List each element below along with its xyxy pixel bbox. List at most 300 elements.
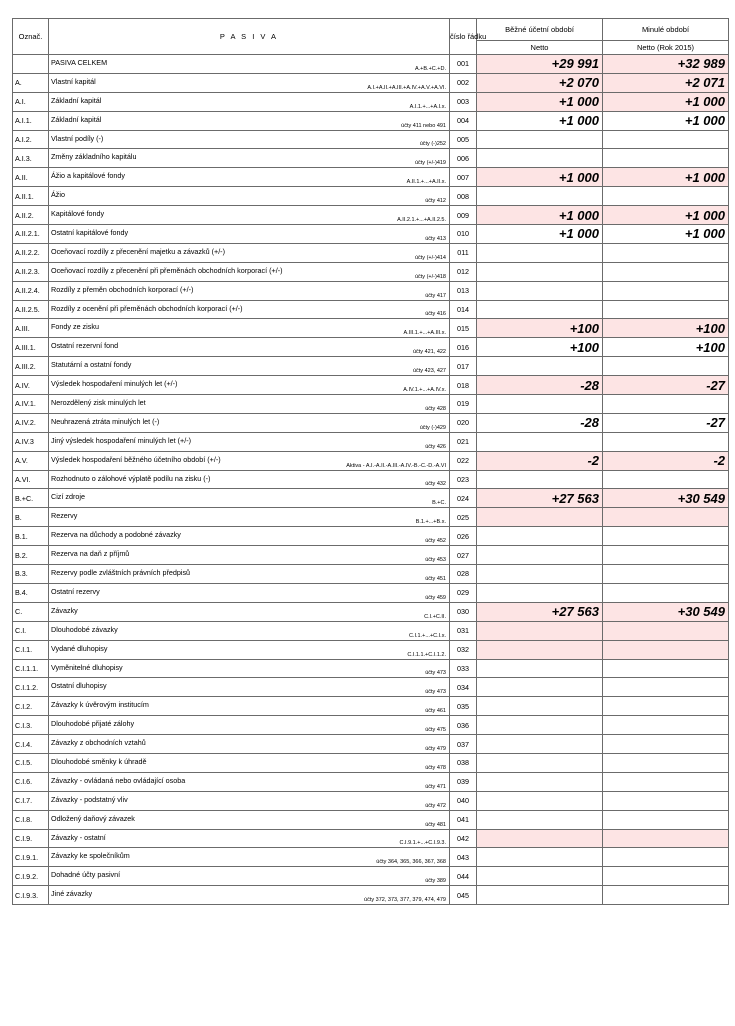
row-previous-value: +30 549 — [603, 489, 729, 508]
row-previous-value — [603, 886, 729, 905]
table-row — [13, 206, 729, 225]
table-row — [13, 243, 729, 262]
row-number: 017 — [450, 357, 477, 376]
row-name: Dlouhodobé přijaté zálohy — [51, 719, 135, 729]
row-formula: účty 452 — [425, 538, 446, 545]
row-code: A.II.2.4. — [13, 281, 49, 300]
row-code: C.I.1. — [13, 640, 49, 659]
row-number: 038 — [450, 753, 477, 772]
row-name-cell — [49, 697, 450, 716]
row-name: Statutární a ostatní fondy — [51, 360, 132, 370]
table-row — [13, 376, 729, 395]
table-row — [13, 565, 729, 584]
row-name-cell — [49, 168, 450, 187]
row-number: 030 — [450, 602, 477, 621]
row-name: Závazky k úvěrovým institucím — [51, 700, 149, 710]
row-code: B.+C. — [13, 489, 49, 508]
table-row — [13, 640, 729, 659]
row-name: Ostatní dluhopisy — [51, 681, 107, 691]
row-formula: účty 459 — [425, 594, 446, 601]
table-row — [13, 848, 729, 867]
row-name: Závazky z obchodních vztahů — [51, 738, 146, 748]
balance-sheet-liabilities — [12, 18, 725, 905]
row-name-cell — [49, 583, 450, 602]
table-row — [13, 527, 729, 546]
row-previous-value: +1 000 — [603, 92, 729, 111]
row-current-value — [477, 735, 603, 754]
row-formula: C.I.1.1.+C.I.1.2. — [407, 651, 446, 658]
row-name-cell — [49, 149, 450, 168]
row-code: C.I.8. — [13, 810, 49, 829]
table-row — [13, 130, 729, 149]
table-row — [13, 357, 729, 376]
header-row-number: číslo řádku — [450, 19, 477, 55]
row-name: Závazky - podstatný vliv — [51, 794, 128, 804]
row-current-value — [477, 716, 603, 735]
row-previous-value: -27 — [603, 376, 729, 395]
row-number: 022 — [450, 451, 477, 470]
row-code: B.2. — [13, 546, 49, 565]
row-code: A.I.1. — [13, 111, 49, 130]
row-current-value — [477, 149, 603, 168]
row-name: Vlastní kapitál — [51, 76, 96, 86]
row-number: 045 — [450, 886, 477, 905]
row-number: 012 — [450, 262, 477, 281]
row-number: 018 — [450, 376, 477, 395]
table-row — [13, 225, 729, 244]
row-number: 035 — [450, 697, 477, 716]
row-name-cell — [49, 130, 450, 149]
row-number: 021 — [450, 432, 477, 451]
row-name: Základní kapitál — [51, 114, 102, 124]
row-current-value — [477, 546, 603, 565]
row-current-value — [477, 395, 603, 414]
row-formula: Aktiva - A.I.-A.II.-A.III.-A.IV.-B.-C.-D.-A.VI — [346, 462, 446, 469]
row-name: Závazky - ostatní — [51, 832, 106, 842]
row-current-value — [477, 262, 603, 281]
row-current-value — [477, 621, 603, 640]
row-name: Dlouhodobé závazky — [51, 624, 118, 634]
row-name: Neuhrazená ztráta minulých let (-) — [51, 416, 160, 426]
row-name-cell — [49, 527, 450, 546]
row-current-value — [477, 565, 603, 584]
row-name: Základní kapitál — [51, 95, 102, 105]
row-formula: účty 364, 365, 366, 367, 368 — [376, 859, 446, 866]
row-number: 023 — [450, 470, 477, 489]
table-row — [13, 716, 729, 735]
row-previous-value: +100 — [603, 319, 729, 338]
row-previous-value — [603, 697, 729, 716]
row-formula: A.IV.1.+...+A.IV.x. — [403, 387, 446, 394]
row-formula: účty 411 nebo 491 — [401, 122, 446, 129]
row-number: 008 — [450, 187, 477, 206]
row-previous-value — [603, 187, 729, 206]
row-name: Výsledek hospodaření minulých let (+/-) — [51, 379, 178, 389]
row-current-value — [477, 470, 603, 489]
row-name: Rezervy — [51, 511, 78, 521]
row-name: Cizí zdroje — [51, 492, 85, 502]
row-name-cell — [49, 810, 450, 829]
row-code: A.III.1. — [13, 338, 49, 357]
row-current-value — [477, 300, 603, 319]
table-row — [13, 149, 729, 168]
row-name-cell — [49, 621, 450, 640]
row-current-value — [477, 867, 603, 886]
row-formula: účty 451 — [425, 575, 446, 582]
row-name-cell — [49, 753, 450, 772]
row-code: C.I.1.1. — [13, 659, 49, 678]
header-previous-period: Minulé období — [603, 19, 729, 41]
row-formula: účty 428 — [425, 405, 446, 412]
row-previous-value — [603, 867, 729, 886]
row-name: Změny základního kapitálu — [51, 152, 137, 162]
table-row — [13, 432, 729, 451]
row-name-cell — [49, 187, 450, 206]
row-current-value: -28 — [477, 376, 603, 395]
header-code: Označ. — [13, 19, 49, 55]
row-formula: účty 475 — [425, 727, 446, 734]
row-number: 029 — [450, 583, 477, 602]
row-previous-value — [603, 621, 729, 640]
row-name: Ostatní kapitálové fondy — [51, 228, 129, 238]
row-number: 027 — [450, 546, 477, 565]
row-number: 019 — [450, 395, 477, 414]
row-formula: účty 426 — [425, 443, 446, 450]
row-code: B. — [13, 508, 49, 527]
table-row — [13, 829, 729, 848]
table-row — [13, 319, 729, 338]
table-row — [13, 678, 729, 697]
row-current-value — [477, 886, 603, 905]
row-name: PASIVA CELKEM — [51, 58, 108, 67]
row-number: 003 — [450, 92, 477, 111]
row-formula: A.I.+A.II.+A.III.+A.IV.+A.V.+A.VI. — [367, 84, 446, 91]
row-current-value: -28 — [477, 413, 603, 432]
row-number: 040 — [450, 791, 477, 810]
row-number: 037 — [450, 735, 477, 754]
row-name: Oceňovací rozdíly z přecenění při přeměnách obchodních korporací (+/-) — [51, 265, 283, 275]
row-formula: A.II.1.+...+A.II.x. — [406, 179, 446, 186]
row-name-cell — [49, 262, 450, 281]
table-row — [13, 546, 729, 565]
row-code: A.IV.3 — [13, 432, 49, 451]
row-code: A.IV. — [13, 376, 49, 395]
row-name-cell — [49, 867, 450, 886]
row-number: 032 — [450, 640, 477, 659]
row-name: Rezerva na daň z příjmů — [51, 549, 130, 559]
table-row — [13, 867, 729, 886]
row-code: C.I. — [13, 621, 49, 640]
row-current-value — [477, 753, 603, 772]
row-formula: účty 478 — [425, 764, 446, 771]
row-name: Rozhodnuto o zálohové výplatě podílu na zisku (-) — [51, 473, 211, 483]
row-name-cell — [49, 678, 450, 697]
row-formula: účty 461 — [425, 708, 446, 715]
row-previous-value: +1 000 — [603, 225, 729, 244]
row-number: 028 — [450, 565, 477, 584]
row-formula: účty 372, 373, 377, 379, 474, 479 — [364, 897, 446, 904]
table-row — [13, 753, 729, 772]
row-formula: účty 473 — [425, 670, 446, 677]
row-previous-value: -27 — [603, 413, 729, 432]
row-code: C. — [13, 602, 49, 621]
row-code: B.3. — [13, 565, 49, 584]
table-row — [13, 735, 729, 754]
row-code — [13, 55, 49, 74]
row-name-cell — [49, 395, 450, 414]
row-current-value — [477, 659, 603, 678]
table-row — [13, 338, 729, 357]
row-name-cell — [49, 659, 450, 678]
row-name-cell — [49, 772, 450, 791]
row-previous-value: +1 000 — [603, 206, 729, 225]
row-previous-value — [603, 772, 729, 791]
row-name-cell — [49, 640, 450, 659]
row-current-value — [477, 432, 603, 451]
row-number: 033 — [450, 659, 477, 678]
row-formula: účty (+/-)414 — [414, 254, 446, 261]
row-previous-value: -2 — [603, 451, 729, 470]
row-formula: C.I.9.1.+...+C.I.9.3. — [399, 840, 446, 847]
table-row — [13, 92, 729, 111]
row-current-value: +27 563 — [477, 489, 603, 508]
row-previous-value — [603, 130, 729, 149]
row-current-value: +100 — [477, 319, 603, 338]
row-code: C.I.6. — [13, 772, 49, 791]
row-name: Výsledek hospodaření běžného účetního období (+/-) — [51, 454, 221, 464]
row-number: 044 — [450, 867, 477, 886]
row-number: 006 — [450, 149, 477, 168]
row-name-cell — [49, 206, 450, 225]
row-current-value — [477, 848, 603, 867]
row-code: A.II.2.1. — [13, 225, 49, 244]
row-formula: účty (-)252 — [419, 141, 446, 148]
row-name-cell — [49, 451, 450, 470]
row-previous-value — [603, 810, 729, 829]
row-name: Dlouhodobé směnky k úhradě — [51, 756, 147, 766]
table-row — [13, 602, 729, 621]
table-row — [13, 111, 729, 130]
row-previous-value: +32 989 — [603, 55, 729, 74]
row-number: 015 — [450, 319, 477, 338]
row-previous-value — [603, 395, 729, 414]
row-previous-value — [603, 508, 729, 527]
row-number: 031 — [450, 621, 477, 640]
row-number: 036 — [450, 716, 477, 735]
table-row — [13, 187, 729, 206]
row-code: C.I.3. — [13, 716, 49, 735]
table-body — [13, 55, 729, 905]
row-number: 025 — [450, 508, 477, 527]
row-code: C.I.9. — [13, 829, 49, 848]
row-current-value — [477, 810, 603, 829]
row-code: A.VI. — [13, 470, 49, 489]
row-previous-value — [603, 735, 729, 754]
row-previous-value — [603, 848, 729, 867]
row-current-value — [477, 243, 603, 262]
row-formula: účty 416 — [425, 311, 446, 318]
row-number: 010 — [450, 225, 477, 244]
row-current-value — [477, 678, 603, 697]
table-row — [13, 395, 729, 414]
row-formula: účty 413 — [425, 235, 446, 242]
row-number: 026 — [450, 527, 477, 546]
row-code: A.V. — [13, 451, 49, 470]
table-row — [13, 281, 729, 300]
row-current-value — [477, 583, 603, 602]
row-formula: účty 479 — [425, 745, 446, 752]
row-name-cell — [49, 546, 450, 565]
row-name: Jiné závazky — [51, 889, 93, 899]
row-previous-value — [603, 716, 729, 735]
row-current-value: +29 991 — [477, 55, 603, 74]
header-previous-netto: Netto (Rok 2015) — [603, 41, 729, 55]
row-current-value — [477, 640, 603, 659]
table-row — [13, 659, 729, 678]
row-name: Vlastní podíly (-) — [51, 133, 104, 143]
row-name: Vyměnitelné dluhopisy — [51, 662, 123, 672]
table-row — [13, 886, 729, 905]
row-code: C.I.9.2. — [13, 867, 49, 886]
row-name: Rozdíly z ocenění při přeměnách obchodních korporací (+/-) — [51, 303, 243, 313]
row-previous-value — [603, 149, 729, 168]
row-current-value — [477, 357, 603, 376]
row-name: Odložený daňový závazek — [51, 813, 135, 823]
row-current-value: +1 000 — [477, 206, 603, 225]
row-code: A.II.2.3. — [13, 262, 49, 281]
row-previous-value — [603, 432, 729, 451]
row-previous-value — [603, 829, 729, 848]
row-name-cell — [49, 376, 450, 395]
row-number: 016 — [450, 338, 477, 357]
table-row — [13, 508, 729, 527]
table-row — [13, 300, 729, 319]
row-previous-value: +2 071 — [603, 73, 729, 92]
row-name-cell — [49, 111, 450, 130]
row-name: Rezerva na důchody a podobné závazky — [51, 530, 181, 540]
row-code: A.I. — [13, 92, 49, 111]
row-previous-value — [603, 281, 729, 300]
row-formula: účty 417 — [425, 292, 446, 299]
row-formula: účty 389 — [425, 878, 446, 885]
row-previous-value — [603, 659, 729, 678]
row-number: 041 — [450, 810, 477, 829]
row-previous-value — [603, 678, 729, 697]
row-code: C.I.5. — [13, 753, 49, 772]
row-previous-value — [603, 470, 729, 489]
row-name-cell — [49, 886, 450, 905]
row-number: 005 — [450, 130, 477, 149]
row-formula: C.I.+C.II. — [424, 613, 446, 620]
row-current-value: -2 — [477, 451, 603, 470]
row-name: Oceňovací rozdíly z přecenění majetku a závazků (+/-) — [51, 246, 225, 256]
row-name-cell — [49, 565, 450, 584]
row-current-value: +2 070 — [477, 73, 603, 92]
row-formula: účty (+/-)419 — [414, 160, 446, 167]
row-code: C.I.9.3. — [13, 886, 49, 905]
table-row — [13, 772, 729, 791]
row-previous-value — [603, 583, 729, 602]
row-code: A.I.2. — [13, 130, 49, 149]
row-name-cell — [49, 300, 450, 319]
row-code: A.II. — [13, 168, 49, 187]
row-previous-value — [603, 753, 729, 772]
row-name-cell — [49, 357, 450, 376]
row-code: C.I.4. — [13, 735, 49, 754]
row-code: A.II.1. — [13, 187, 49, 206]
table-header — [13, 19, 729, 55]
row-code: C.I.9.1. — [13, 848, 49, 867]
row-number: 001 — [450, 55, 477, 74]
row-formula: A.+B.+C.+D. — [414, 65, 446, 72]
row-formula: A.II.2.1.+...+A.II.2.5. — [397, 217, 446, 224]
row-previous-value — [603, 546, 729, 565]
row-code: A.IV.1. — [13, 395, 49, 414]
row-number: 014 — [450, 300, 477, 319]
row-code: A.II.2. — [13, 206, 49, 225]
table-row — [13, 55, 729, 74]
table-row — [13, 262, 729, 281]
table-row — [13, 470, 729, 489]
row-name: Závazky — [51, 605, 78, 615]
row-name: Kapitálové fondy — [51, 209, 105, 219]
row-code: C.I.2. — [13, 697, 49, 716]
row-code: A.II.2.2. — [13, 243, 49, 262]
row-name: Ážio a kapitálové fondy — [51, 171, 125, 181]
row-current-value — [477, 697, 603, 716]
row-number: 039 — [450, 772, 477, 791]
row-number: 024 — [450, 489, 477, 508]
row-name: Závazky - ovládaná nebo ovládající osoba — [51, 775, 186, 785]
row-name-cell — [49, 735, 450, 754]
row-name: Rozdíly z přeměn obchodních korporací (+/-) — [51, 284, 194, 294]
table-row — [13, 413, 729, 432]
row-name-cell — [49, 92, 450, 111]
row-previous-value — [603, 243, 729, 262]
row-name: Fondy ze zisku — [51, 322, 99, 332]
row-formula: A.III.1.+...+A.III.x. — [403, 330, 446, 337]
table-row — [13, 791, 729, 810]
row-name-cell — [49, 848, 450, 867]
row-name-cell — [49, 829, 450, 848]
row-current-value — [477, 508, 603, 527]
row-number: 007 — [450, 168, 477, 187]
row-code: A.I.3. — [13, 149, 49, 168]
row-name-cell — [49, 55, 450, 74]
row-name-cell — [49, 413, 450, 432]
row-formula: účty 472 — [425, 802, 446, 809]
row-number: 020 — [450, 413, 477, 432]
row-formula: účty (-)429 — [419, 424, 446, 431]
table-row — [13, 621, 729, 640]
row-current-value — [477, 187, 603, 206]
row-name: Ostatní rezervní fond — [51, 341, 119, 351]
row-code: A.II.2.5. — [13, 300, 49, 319]
table-row — [13, 73, 729, 92]
row-current-value: +27 563 — [477, 602, 603, 621]
row-current-value — [477, 130, 603, 149]
table-row — [13, 583, 729, 602]
row-name-cell — [49, 338, 450, 357]
table-row — [13, 451, 729, 470]
row-name-cell — [49, 470, 450, 489]
row-name-cell — [49, 602, 450, 621]
row-previous-value — [603, 262, 729, 281]
row-current-value — [477, 527, 603, 546]
row-number: 042 — [450, 829, 477, 848]
row-current-value — [477, 772, 603, 791]
row-name: Nerozdělený zisk minulých let — [51, 398, 146, 408]
